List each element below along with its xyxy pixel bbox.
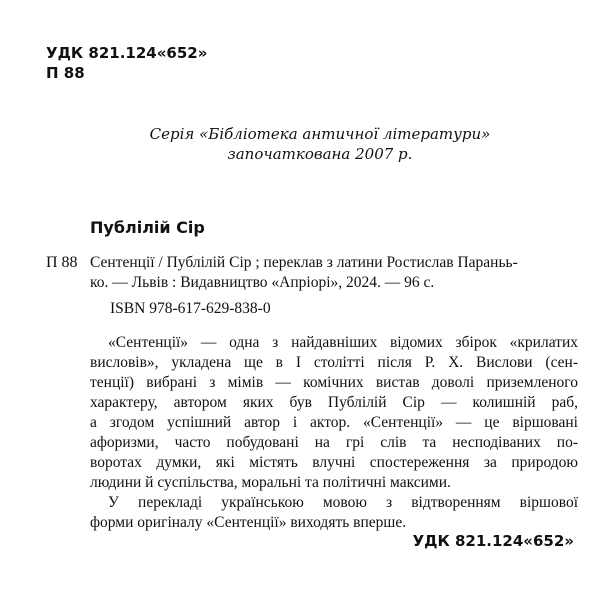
isbn: ISBN 978-617-629-838-0: [110, 300, 271, 317]
annotation-line: форми оригіналу «Сентенції» виходять вперше.: [90, 514, 407, 531]
udk-header: [46, 43, 207, 83]
annotation-line: характеру, автором яких був Публілій Сір — колишній раб,: [90, 394, 578, 411]
annotation-line: а згодом успішний автор і актор. «Сентенції» — це віршовані: [90, 414, 578, 431]
annotation-line: тенції) вибрані з мімів — комічних вистав доволі приземленого: [90, 374, 578, 391]
record-author: Публілій Сір: [90, 218, 205, 237]
annotation: [90, 333, 578, 533]
annotation-line: афоризми, часто побудовані на грі слів та несподіваних по-: [90, 434, 578, 451]
annotation-line: людини й суспільства, моральні та політичні максими.: [90, 474, 451, 491]
series-note: [100, 124, 540, 164]
annotation-line: висловів», укладена ще в І столітті після Р. Х. Вислови (сен-: [90, 354, 578, 371]
series-start: започаткована 2007 р.: [227, 145, 413, 163]
description-line-1: Сентенції / Публілій Сір ; переклав з латини Ростислав Параньь-: [90, 254, 518, 271]
author-sign-code: П 88: [46, 64, 85, 82]
annotation-line: воротах думки, які містять влучні спостереження за природою: [90, 454, 578, 471]
annotation-line: «Сентенції» — одна з найдавніших відомих збірок «крилатих: [108, 334, 578, 351]
udk-classification: УДК 821.124«652»: [46, 44, 208, 62]
series-title: Серія «Бібліотека античної літератури»: [149, 125, 491, 143]
bibliographic-description: [90, 253, 575, 293]
udk-footer: УДК 821.124«652»: [412, 532, 574, 550]
record-code: П 88: [46, 254, 78, 271]
description-line-2: ко. — Львів : Видавництво «Апріорі», 2024. — 96 с.: [90, 274, 435, 291]
annotation-line: У перекладі українською мовою з відтворенням віршової: [108, 494, 578, 511]
